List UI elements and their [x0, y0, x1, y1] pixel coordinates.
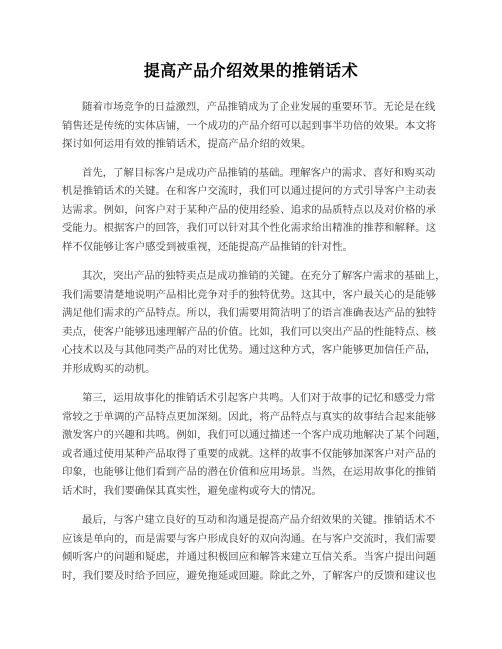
paragraph-line: 第三，运用故事化的推销话术引起客户共鸣。人们对于故事的记忆和感受力常 — [82, 392, 436, 404]
paragraph-line: 时，我们要及时给予回应，避免拖延或回避。除此之外，了解客户的反馈和建议也 — [62, 570, 437, 582]
paragraph-line: 卖点，使客户能够迅速理解产品的价值。比如，我们可以突出产品的性能特点、核 — [62, 326, 437, 338]
paragraph-line: 我们需要清楚地说明产品相比竞争对手的独特优势。这其中，客户最关心的是能够 — [62, 289, 437, 301]
paragraph-line: 应该是单向的，而是需要与客户形成良好的双向沟通。在与客户交流时，我们需要 — [62, 533, 437, 545]
paragraph-line: 心技术以及与其他同类产品的对比优势。通过这种方式，客户能够更加信任产品， — [62, 344, 437, 356]
paragraph-line: 其次，突出产品的独特卖点是成功推销的关键。在充分了解客户需求的基础上， — [82, 270, 446, 282]
document-title: 提高产品介绍效果的推销话术 — [143, 61, 359, 80]
paragraph-line: 样不仅能够让客户感受到被重视，还能提高产品推销的针对性。 — [62, 241, 353, 253]
paragraph-line: 满足他们需求的产品特点。所以，我们需要用简洁明了的语言准确表达产品的独特 — [62, 307, 437, 319]
paragraph-line: 机是推销话术的关键。在和客户交流时，我们可以通过提问的方式引导客户主动表 — [62, 185, 437, 197]
paragraph-line: 印象，也能够让他们看到产品的潜在价值和应用场景。当然，在运用故事化的推销 — [62, 466, 437, 478]
paragraph-line: 并形成购买的动机。 — [62, 363, 156, 375]
paragraph-line: 探讨如何运用有效的推销话术，提高产品介绍的效果。 — [62, 138, 312, 150]
paragraph-line: 常较之于单调的产品特点更加深刻。因此，将产品特点与真实的故事结合起来能够 — [62, 411, 437, 423]
paragraph-line: 受能力。根据客户的回答，我们可以针对其个性化需求给出精准的推荐和解释。这 — [62, 222, 437, 234]
paragraph-line: 随着市场竞争的日益激烈，产品推销成为了企业发展的重要环节。无论是在线 — [82, 101, 436, 113]
paragraph-line: 最后，与客户建立良好的互动和沟通是提高产品介绍效果的关键。推销话术不 — [82, 514, 436, 526]
paragraph-line: 倾听客户的问题和疑虑，并通过积极回应和解答来建立互信关系。当客户提出问题 — [62, 551, 437, 563]
paragraph-line: 话术时，我们要确保其真实性，避免虚构或夸大的情况。 — [62, 485, 322, 497]
paragraph-line: 达需求。例如，问客户对于某种产品的使用经验、追求的品质特点以及对价格的承 — [62, 204, 437, 216]
paragraph-line: 或者通过使用某种产品取得了重要的成就。这样的故事不仅能够加深客户对产品的 — [62, 448, 437, 460]
paragraph-line: 激发客户的兴趣和共鸣。例如，我们可以通过描述一个客户成功地解决了某个问题， — [62, 429, 447, 441]
paragraph-line: 首先，了解目标客户是成功产品推销的基础。理解客户的需求、喜好和购买动 — [82, 167, 436, 179]
paragraph-line: 销售还是传统的实体店铺，一个成功的产品介绍可以起到事半功倍的效果。本文将 — [62, 120, 437, 132]
